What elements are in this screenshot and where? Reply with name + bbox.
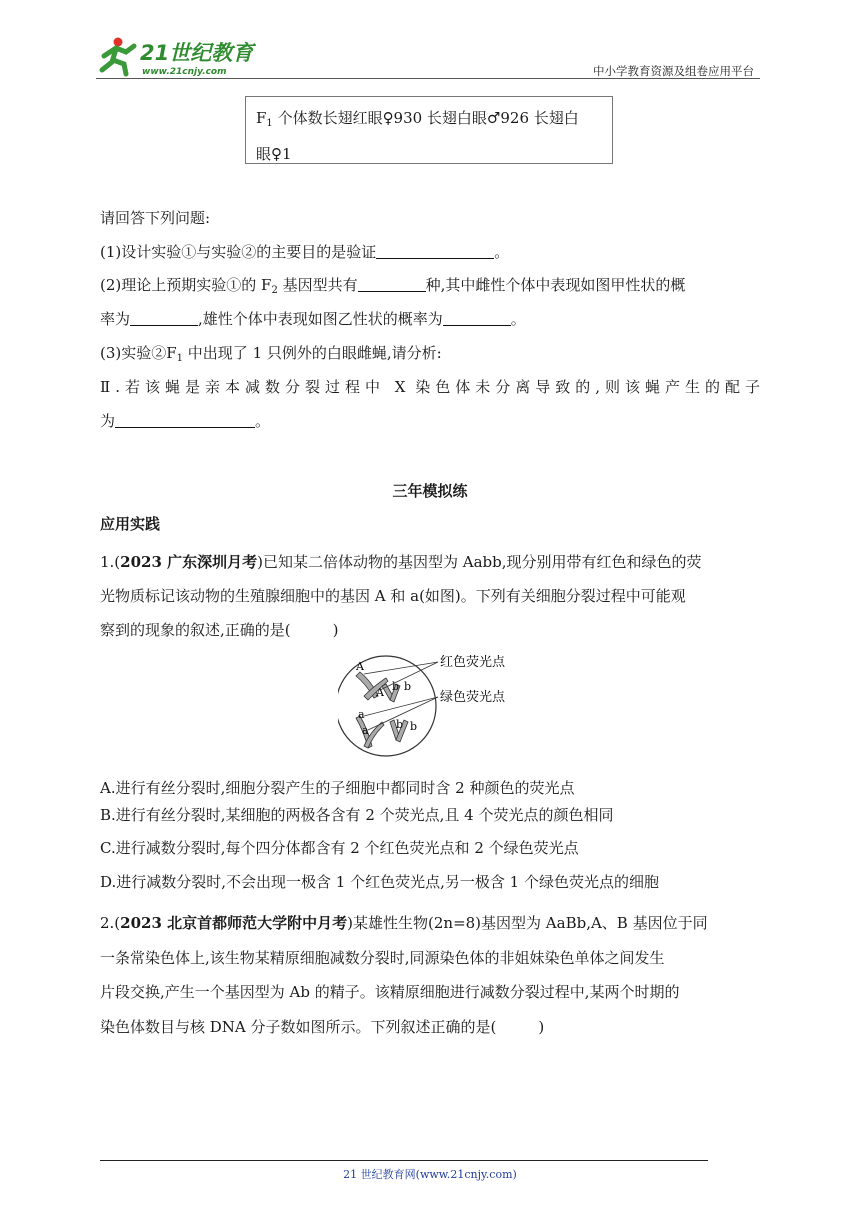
- option-c: C.进行减数分裂时,每个四分体都含有 2 个红色荧光点和 2 个绿色荧光点: [100, 839, 579, 857]
- question-3-II-line2: 为 。: [100, 412, 271, 430]
- cell-figure: [338, 650, 528, 762]
- pointer-line: [364, 697, 438, 716]
- problem-1-line1: 1.(2023 广东深圳月考)已知某二倍体动物的基因型为 Aabb,现分别用带有红色和绿色的荧: [100, 553, 702, 571]
- f1-table: [245, 96, 613, 164]
- gene-label-b: b: [396, 718, 404, 731]
- answer-blank: [358, 277, 426, 292]
- runner-icon: [102, 38, 134, 75]
- logo-url: www.21cnjy.com: [142, 67, 227, 77]
- logo: [96, 34, 266, 78]
- label-red-fluorescence: 红色荧光点: [440, 655, 506, 670]
- cell-outline: [338, 656, 436, 756]
- subsection-title: 应用实践: [100, 515, 161, 533]
- pointer-line: [364, 662, 438, 674]
- f1-table-row: $F_1$ 个体数长翅红眼♀930 长翅白眼♂926 长翅白: [256, 109, 579, 129]
- gene-label-A: A: [356, 660, 364, 673]
- footer-divider: [100, 1160, 708, 1161]
- problem-2-line3: 片段交换,产生一个基因型为 Ab 的精子。该精原细胞进行减数分裂过程中,某两个时期的: [100, 983, 680, 1001]
- logo-text: 21世纪教育: [140, 41, 254, 65]
- gene-label-b: b: [392, 680, 400, 693]
- label-green-fluorescence: 绿色荧光点: [440, 690, 506, 705]
- answer-blank: [130, 311, 198, 326]
- problem-2-line1: 2.(2023 北京首都师范大学附中月考)某雄性生物(2n=8)基因型为 AaBb,A、B 基因位于同: [100, 914, 708, 932]
- problem-2-line4: 染色体数目与核 DNA 分子数如图所示。下列叙述正确的是( ): [100, 1018, 545, 1036]
- gene-label-b: b: [404, 680, 412, 693]
- problem-1-line2: 光物质标记该动物的生殖腺细胞中的基因 A 和 a(如图)。下列有关细胞分裂过程中可能观: [100, 587, 686, 605]
- option-a: A.进行有丝分裂时,细胞分裂产生的子细胞中都同时含 2 种颜色的荧光点: [100, 779, 575, 797]
- header-tagline: 中小学教育资源及组卷应用平台: [593, 64, 754, 78]
- answer-blank: [115, 413, 255, 428]
- question-3: (3)实验$②F_1$ 中出现了 1 只例外的白眼雌蝇,请分析:: [100, 344, 442, 364]
- answer-blank: [376, 244, 494, 259]
- gene-label-a: a: [358, 708, 365, 721]
- question-1: (1)设计实验①与实验②的主要目的是验证 。: [100, 243, 510, 261]
- question-2-line1: (2)理论上预期实验①的 $F_2$ 基因型共有 种,其中雌性个体中表现如图甲性状的概: [100, 276, 686, 296]
- header-divider: [96, 78, 760, 79]
- problem-2-line2: 一条常染色体上,该生物某精原细胞减数分裂时,同源染色体的非姐妹染色单体之间发生: [100, 949, 665, 967]
- question-3-II-line1: Ⅱ.若该蝇是亲本减数分裂过程中 X 染色体未分离导致的,则该蝇产生的配子: [100, 378, 760, 396]
- option-d: D.进行减数分裂时,不会出现一极含 1 个红色荧光点,另一极含 1 个绿色荧光点的细胞: [100, 873, 659, 891]
- problem-1-line3: 察到的现象的叙述,正确的是( ): [100, 621, 339, 639]
- section-title: 三年模拟练: [392, 482, 468, 500]
- option-b: B.进行有丝分裂时,某细胞的两极各含有 2 个荧光点,且 4 个荧光点的颜色相同: [100, 806, 614, 824]
- page-header: [96, 30, 760, 80]
- gene-label-A: A: [376, 686, 384, 699]
- gene-label-b: b: [410, 720, 418, 733]
- f1-table-row: 眼♀1: [256, 145, 292, 163]
- answer-blank: [443, 311, 511, 326]
- gene-label-a: a: [362, 724, 369, 737]
- question-2-line2: 率为 ,雄性个体中表现如图乙性状的概率为 。: [100, 310, 526, 328]
- footer-text: 21 世纪教育网(www.21cnjy.com): [343, 1168, 517, 1181]
- questions-intro: 请回答下列问题:: [100, 209, 211, 227]
